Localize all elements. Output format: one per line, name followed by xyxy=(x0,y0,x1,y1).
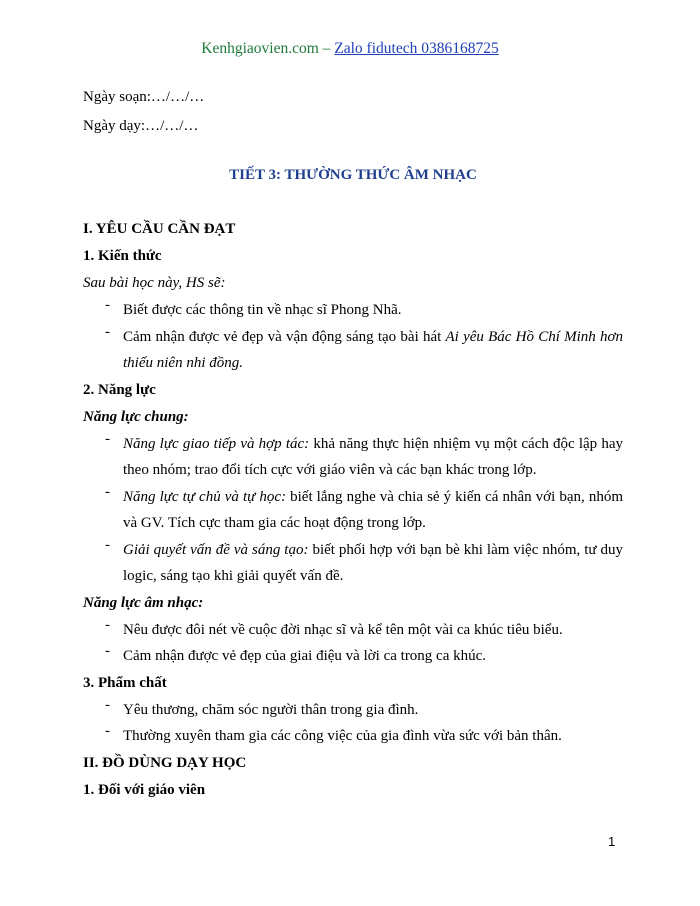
list-item xyxy=(83,537,623,590)
bullet-dash: - xyxy=(105,483,110,500)
item-label: Giải quyết vấn đề và sáng tạo: xyxy=(123,541,309,558)
item-label: Năng lực giao tiếp và hợp tác: xyxy=(123,435,310,452)
list-item-text: Cảm nhận được vẻ đẹp và vận động sáng tạo bài hát xyxy=(123,328,446,345)
list-item-text: Biết được các thông tin về nhạc sĩ Phong Nhã. xyxy=(123,302,402,318)
list-item xyxy=(83,697,623,724)
list-item-text: Cảm nhận được vẻ đẹp của giai điệu và lời ca trong ca khúc. xyxy=(123,648,487,664)
list-item xyxy=(83,297,623,324)
bullet-dash: - xyxy=(105,430,110,447)
competency-heading: 2. Năng lực xyxy=(83,381,156,398)
section-2-heading: II. ĐỒ DÙNG DẠY HỌC xyxy=(83,754,247,771)
song-title: Ai yêu Bác Hồ Chí Minh hơn thiếu niên nhi đồng. xyxy=(123,328,624,371)
list-item xyxy=(83,617,623,644)
bullet-dash: - xyxy=(105,297,110,313)
list-item-text: Nêu được đôi nét về cuộc đời nhạc sĩ và kể tên một vài ca khúc tiêu biểu. xyxy=(123,621,563,638)
bullet-dash: - xyxy=(105,536,110,553)
list-item xyxy=(83,324,623,377)
list-item-text: khả năng thực hiện nhiệm vụ một cách độc lập hay theo nhóm; trao đổi tích cực với giáo viên và các bạn khác trong lớp. xyxy=(123,435,624,478)
prep-date: Ngày soạn:…/…/… xyxy=(83,89,205,105)
bullet-dash: - xyxy=(105,723,110,739)
bullet-dash: - xyxy=(105,616,110,633)
knowledge-heading: 1. Kiến thức xyxy=(83,248,162,264)
list-item-text: biết lắng nghe và chia sẻ ý kiến cá nhân với bạn, nhóm và GV. Tích cực tham gia các hoạt động trong lớp. xyxy=(123,488,623,531)
list-item xyxy=(83,723,623,750)
page-number: 1 xyxy=(608,834,616,849)
header-separator: – xyxy=(318,40,335,57)
lesson-title: TIẾT 3: THƯỜNG THỨC ÂM NHẠC xyxy=(229,167,477,183)
page-header xyxy=(0,40,700,58)
item-label: Năng lực tự chủ và tự học: xyxy=(123,488,287,505)
header-site: Kenhgiaovien.com xyxy=(201,40,319,57)
music-competency-heading: Năng lực âm nhạc: xyxy=(83,594,204,611)
list-item xyxy=(83,484,623,537)
general-competency-heading: Năng lực chung: xyxy=(83,408,189,425)
teacher-materials-heading: 1. Đối với giáo viên xyxy=(83,781,206,798)
bullet-dash: - xyxy=(105,323,110,340)
section-1-heading: I. YÊU CẦU CẦN ĐẠT xyxy=(83,221,236,237)
list-item-text: biết phối hợp với bạn bè khi làm việc nhóm, tư duy logic, sáng tạo khi giải quyết vấn đề. xyxy=(123,541,624,584)
header-contact-link[interactable]: Zalo fidutech 0386168725 xyxy=(334,40,499,57)
knowledge-intro: Sau bài học này, HS sẽ: xyxy=(83,275,226,291)
document-body xyxy=(83,84,623,804)
qualities-heading: 3. Phẩm chất xyxy=(83,674,167,691)
list-item-text: Thường xuyên tham gia các công việc của gia đình vừa sức với bản thân. xyxy=(123,728,562,744)
list-item xyxy=(83,431,623,484)
teach-date: Ngày dạy:…/…/… xyxy=(83,118,199,134)
list-item-text: Yêu thương, chăm sóc người thân trong gia đình. xyxy=(123,701,419,718)
list-item xyxy=(83,643,623,670)
bullet-dash: - xyxy=(105,696,110,713)
bullet-dash: - xyxy=(105,643,110,659)
